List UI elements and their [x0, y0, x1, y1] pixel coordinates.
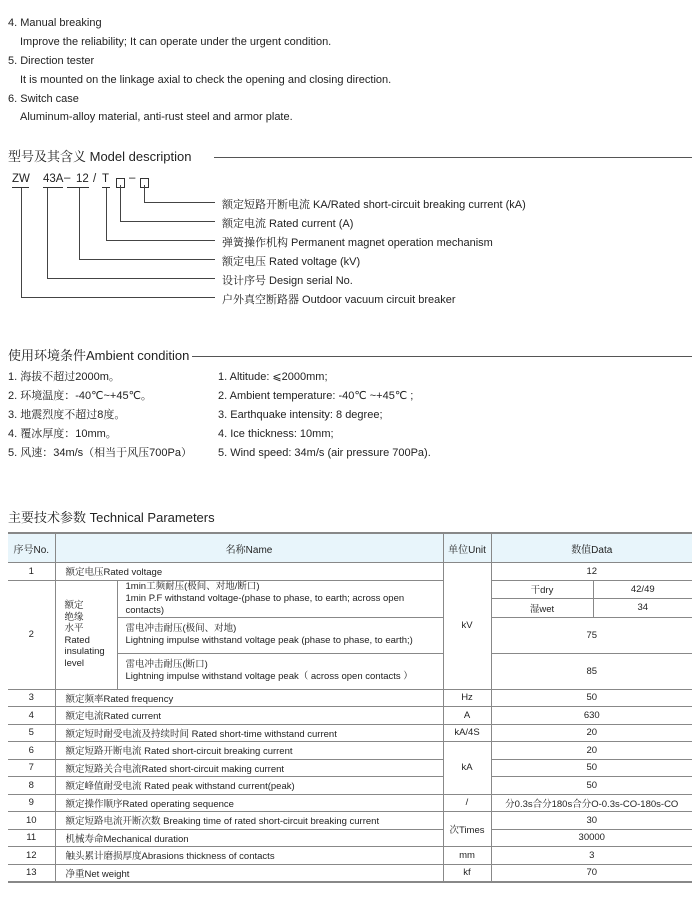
- table-row: [8, 707, 692, 725]
- wet-label: 湿wet: [491, 599, 593, 618]
- row-name: 额定频率Rated frequency: [55, 689, 443, 707]
- ambient-item-cn: 3. 地震烈度不超过8度。: [8, 409, 126, 421]
- row-subname: [117, 580, 443, 617]
- feature-title: 4. Manual breaking: [8, 17, 102, 29]
- subname-cn: 雷电冲击耐压(极间、对地): [125, 623, 237, 634]
- subname-cn: 1min工频耐压(极间、对地/断口): [125, 580, 260, 592]
- code-mechanism: T: [102, 173, 110, 185]
- table-row: [8, 759, 692, 777]
- ambient-section-title: 使用环境条件Ambient condition: [8, 348, 190, 363]
- row-name: 额定电压Rated voltage: [55, 563, 443, 581]
- table-row: [8, 742, 692, 760]
- subname-en: Lightning impulse withstand voltage peak（ across open contacts ）: [125, 671, 413, 682]
- row-value: 50: [491, 689, 692, 707]
- row-name: 机械寿命Mechanical duration: [55, 829, 443, 847]
- row-name: 触头累计磨损厚度Abrasions thickness of contacts: [55, 847, 443, 865]
- tech-params-table: [8, 532, 692, 883]
- row-no: 8: [8, 777, 55, 795]
- row-no: 2: [8, 580, 55, 689]
- row-value: 70: [491, 864, 692, 882]
- feature-desc: Improve the reliability; It can operate under the urgent condition.: [20, 36, 332, 48]
- header-unit: 单位Unit: [443, 533, 491, 563]
- ambient-item-en: 4. Ice thickness: 10mm;: [218, 428, 334, 440]
- row-value: 30000: [491, 829, 692, 847]
- ambient-item-en: 1. Altitude: ⩽2000mm;: [218, 371, 328, 383]
- ambient-item-cn: 4. 覆冰厚度：10mm。: [8, 428, 117, 440]
- section-rule: [192, 356, 692, 357]
- row-value: 630: [491, 707, 692, 725]
- row-unit: A: [443, 707, 491, 725]
- row-value: 75: [491, 617, 692, 653]
- table-row: [8, 847, 692, 865]
- row-unit: Hz: [443, 689, 491, 707]
- table-row: [8, 724, 692, 742]
- row-unit: kA: [443, 742, 491, 795]
- row-no: 12: [8, 847, 55, 865]
- code-dash: –: [129, 172, 136, 184]
- header-no: 序号No.: [8, 533, 55, 563]
- row-name: 额定短路关合电流Rated short-circuit making current: [55, 759, 443, 777]
- row-no: 6: [8, 742, 55, 760]
- row-unit: kA/4S: [443, 724, 491, 742]
- row-value: 12: [491, 563, 692, 581]
- ambient-item-en: 5. Wind speed: 34m/s (air pressure 700Pa).: [218, 447, 431, 459]
- row-value: 3: [491, 847, 692, 865]
- code-dash: –: [64, 172, 71, 184]
- table-row: [8, 794, 692, 812]
- code-slash: /: [93, 173, 97, 185]
- meaning-breaker-type: 户外真空断路器 Outdoor vacuum circuit breaker: [222, 294, 456, 306]
- row-name: 额定短时耐受电流及持续时间 Rated short-time withstand current: [55, 724, 443, 742]
- meaning-mechanism: 弹簧操作机构 Permanent magnet operation mechanism: [222, 237, 493, 249]
- dry-label: 干dry: [491, 580, 593, 599]
- ambient-item-cn: 5. 风速：34m/s（相当于风压700Pa）: [8, 447, 192, 459]
- feature-desc: Aluminum-alloy material, anti-rust steel and armor plate.: [20, 111, 293, 123]
- row-value: 分0.3s合分180s合分O-0.3s-CO-180s-CO: [491, 794, 692, 812]
- row-name: 额定电流Rated current: [55, 707, 443, 725]
- code-voltage: 12: [76, 173, 89, 185]
- ambient-item-cn: 1. 海拔不超过2000m。: [8, 371, 120, 383]
- subname-cn: 雷电冲击耐压(断口): [125, 659, 208, 670]
- tech-section-title: 主要技术参数 Technical Parameters: [8, 510, 215, 525]
- meaning-rated-current: 额定电流 Rated current (A): [222, 218, 354, 230]
- ambient-item-cn: 2. 环境温度：-40℃~+45℃。: [8, 390, 152, 402]
- section-rule: [214, 157, 692, 158]
- row-no: 13: [8, 864, 55, 882]
- row-name: 额定短路电流开断次数 Breaking time of rated short-circuit breaking current: [55, 812, 443, 830]
- row-unit: 次Times: [443, 812, 491, 847]
- feature-title: 6. Switch case: [8, 93, 79, 105]
- wet-value: 34: [593, 599, 692, 618]
- meaning-rated-voltage: 额定电压 Rated voltage (kV): [222, 256, 361, 268]
- row-no: 3: [8, 689, 55, 707]
- row-unit: kV: [443, 563, 491, 690]
- row-no: 1: [8, 563, 55, 581]
- subname-en: 1min P.F withstand voltage-(phase to phase, to earth; across open contacts): [125, 592, 405, 616]
- table-row: [8, 580, 692, 599]
- row-unit: mm: [443, 847, 491, 865]
- row-value: 50: [491, 759, 692, 777]
- ambient-item-en: 2. Ambient temperature: -40℃ ~+45℃ ;: [218, 390, 414, 402]
- row-value: 30: [491, 812, 692, 830]
- table-row: [8, 563, 692, 581]
- feature-desc: It is mounted on the linkage axial to check the opening and closing direction.: [20, 74, 392, 86]
- code-design: 43A: [43, 173, 64, 185]
- row-no: 10: [8, 812, 55, 830]
- ambient-item-en: 3. Earthquake intensity: 8 degree;: [218, 409, 383, 421]
- row-name: 额定峰值耐受电流 Rated peak withstand current(peak): [55, 777, 443, 795]
- level-line: 绝缘: [64, 611, 84, 623]
- feature-title: 5. Direction tester: [8, 55, 95, 67]
- row-name: 额定操作顺序Rated operating sequence: [55, 794, 443, 812]
- row-unit: kf: [443, 864, 491, 882]
- row-name: 额定短路开断电流 Rated short-circuit breaking current: [55, 742, 443, 760]
- table-row: [8, 777, 692, 795]
- row-value: 20: [491, 724, 692, 742]
- row-subname: [117, 653, 443, 689]
- subname-en: Lightning impulse withstand voltage peak (phase to phase, to earth;): [125, 635, 413, 646]
- meaning-breaking-current: 额定短路开断电流 KA/Rated short-circuit breaking current (kA): [222, 199, 526, 211]
- row-no: 5: [8, 724, 55, 742]
- header-name: 名称Name: [55, 533, 443, 563]
- table-row: [8, 689, 692, 707]
- row-no: 4: [8, 707, 55, 725]
- row-value: 50: [491, 777, 692, 795]
- row-value: 20: [491, 742, 692, 760]
- row-no: 9: [8, 794, 55, 812]
- level-line: 额定: [64, 600, 84, 611]
- header-data: 数值Data: [491, 533, 692, 563]
- table-row: [8, 812, 692, 830]
- model-section-title: 型号及其含义 Model description: [8, 149, 192, 164]
- level-line: level: [64, 657, 85, 669]
- row-subname: [117, 617, 443, 653]
- row-no: 11: [8, 829, 55, 847]
- dry-value: 42/49: [593, 580, 692, 599]
- row-no: 7: [8, 759, 55, 777]
- table-header-row: [8, 533, 692, 563]
- row-value: 85: [491, 653, 692, 689]
- level-line: insulating: [64, 646, 105, 657]
- row-insulation-level: [55, 580, 117, 689]
- row-name: 净重Net weight: [55, 864, 443, 882]
- code-series: ZW: [12, 173, 30, 185]
- level-line: Rated: [64, 634, 90, 646]
- level-line: 水平: [64, 623, 84, 634]
- table-row: [8, 864, 692, 882]
- table-row: [8, 829, 692, 847]
- row-unit: /: [443, 794, 491, 812]
- meaning-design-serial: 设计序号 Design serial No.: [222, 275, 353, 287]
